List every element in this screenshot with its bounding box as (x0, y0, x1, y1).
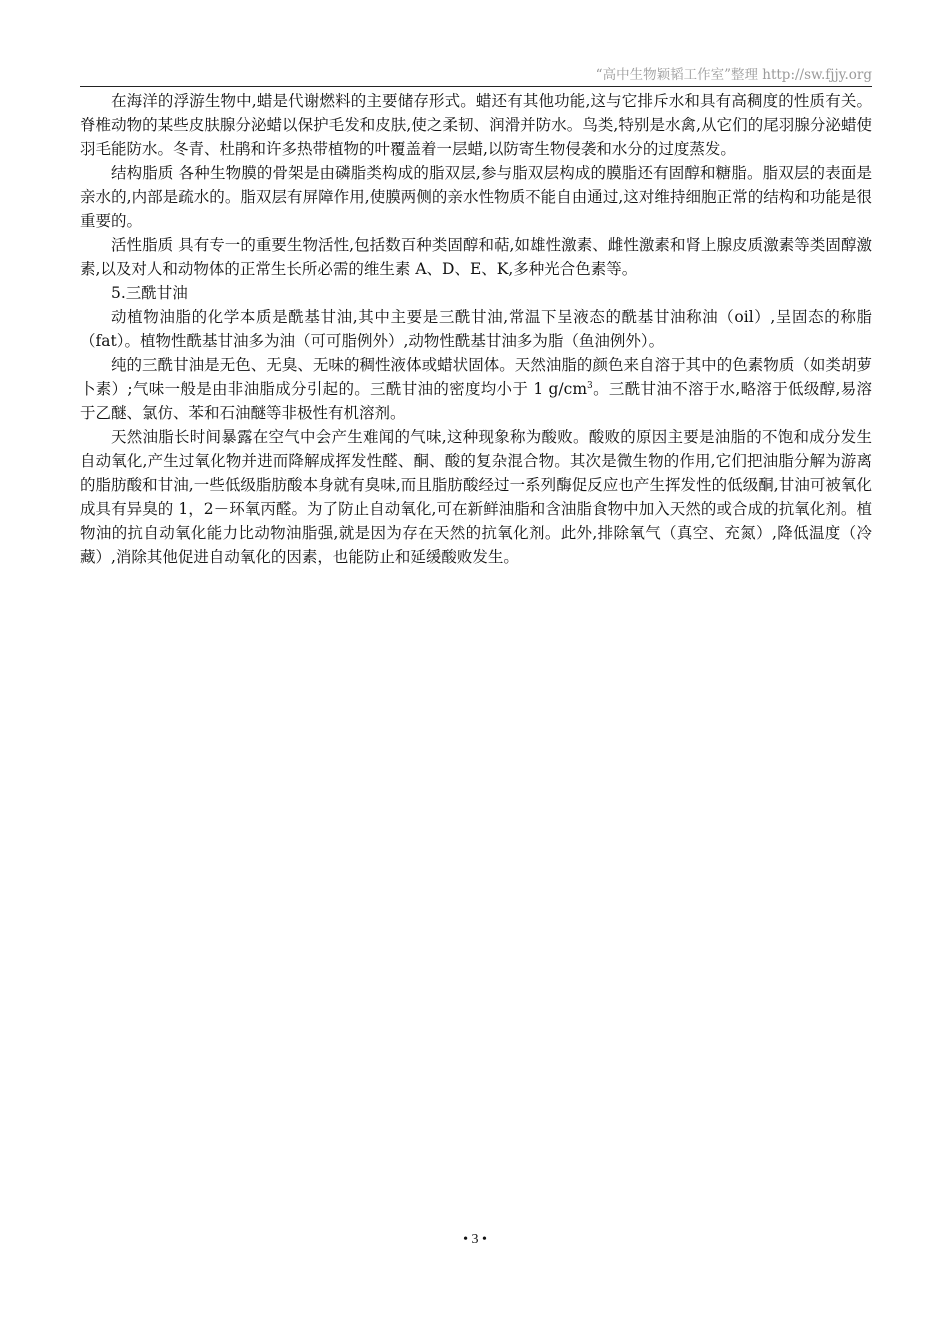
paragraph-wax: 在海洋的浮游生物中,蜡是代谢燃料的主要储存形式。蜡还有其他功能,这与它排斥水和具有高稠度的性质有关。脊椎动物的某些皮肤腺分泌蜡以保护毛发和皮肤,使之柔韧、润滑并防水。鸟类,特别是水禽,从它们的尾羽腺分泌蜡使羽毛能防水。冬青、杜鹃和许多热带植物的叶覆盖着一层蜡,以防寄生物侵袭和水分的过度蒸发。 (80, 92, 872, 158)
page-header (80, 66, 872, 87)
section-heading-triacylglycerol: 5.三酰甘油 (111, 284, 188, 302)
paragraph-density (80, 353, 872, 425)
paragraph-structural-lipids: 结构脂质 各种生物膜的骨架是由磷脂类构成的脂双层,参与脂双层构成的膜脂还有固醇和糖脂。脂双层的表面是亲水的,内部是疏水的。脂双层有屏障作用,使膜两侧的亲水性物质不能自由通过,这对维持细胞正常的结构和功能是很重要的。 (80, 164, 872, 230)
header-text: “高中生物颖韬工作室”整理 http://sw.fjjy.org (595, 67, 872, 83)
page-footer (0, 1232, 950, 1248)
density-text-before: 纯的三酰甘油是无色、无臭、无味的稠性液体或蜡状固体。天然油脂的颜色来自溶于其中的色素物质（如类胡萝卜素）;气味一般是由非油脂成分引起的。三酰甘油的密度均小于 1 g/cm (80, 356, 872, 398)
paragraph-oil-fat: 动植物油脂的化学本质是酰基甘油,其中主要是三酰甘油,常温下呈液态的酰基甘油称油（oil）,呈固态的称脂（fat）。植物性酰基甘油多为油（可可脂例外）,动物性酰基甘油多为脂（鱼油例外）。 (80, 308, 872, 350)
paragraph-active-lipids: 活性脂质 具有专一的重要生物活性,包括数百种类固醇和萜,如雄性激素、雌性激素和肾上腺皮质激素等类固醇激素,以及对人和动物体的正常生长所必需的维生素 A、D、E、K,多种光合色素等。 (80, 236, 872, 278)
density-text-after: 。三酰甘油不溶于水,略溶于低级醇,易溶于乙醚、氯仿、苯和石油醚等非极性有机溶剂。 (80, 380, 873, 422)
page-number: • 3 • (463, 1232, 487, 1247)
density-superscript: 3 (587, 380, 593, 391)
paragraph-rancidity: 天然油脂长时间暴露在空气中会产生难闻的气味,这种现象称为酸败。酸败的原因主要是油脂的不饱和成分发生自动氧化,产生过氧化物并进而降解成挥发性醛、酮、酸的复杂混合物。其次是微生物的作用,它们把油脂分解为游离的脂肪酸和甘油,一些低级脂肪酸本身就有臭味,而且脂肪酸经过一系列酶促反应也产生挥发性的低级酮,甘油可被氧化成具有异臭的 1，2－环氧丙醛。为了防止自动氧化,可在新鲜油脂和含油脂食物中加入天然的或合成的抗氧化剂。植物油的抗自动氧化能力比动物油脂强,就是因为存在天然的抗氧化剂。此外,排除氧气（真空、充氮）,降低温度（冷藏）,消除其他促进自动氧化的因素，也能防止和延缓酸败发生。 (80, 428, 872, 566)
document-body (80, 89, 872, 569)
